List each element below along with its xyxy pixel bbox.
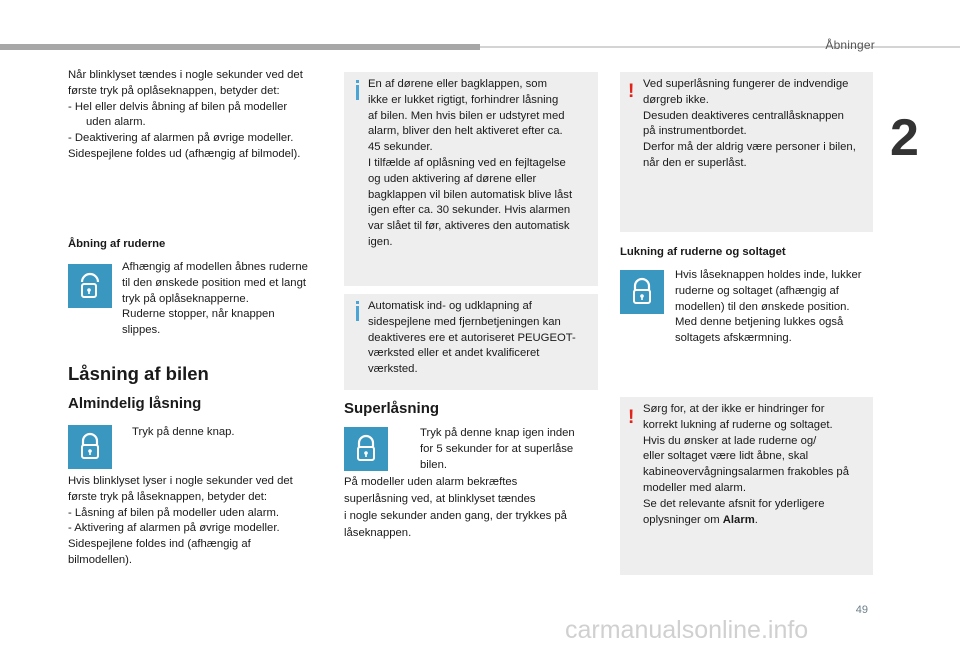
superlocking-title: Superlåsning <box>344 400 440 417</box>
text-line: Tryk på denne knap. <box>132 426 235 438</box>
text-line: Se det relevante afsnit for yderligere <box>643 497 825 510</box>
lock-icon <box>344 427 388 471</box>
text-line: Hvis du ønsker at lade ruderne og/ <box>643 434 817 447</box>
text-span: oplysninger om <box>643 513 723 526</box>
text-line: for 5 sekunder for at superlåse <box>420 442 574 455</box>
press-superlock-instruction <box>398 426 594 473</box>
list-item: - Hel eller delvis åbning af bilen på modeller <box>68 100 288 113</box>
text-line: korrekt lukning af ruderne og soltaget. <box>643 418 833 431</box>
text-line: Sidespejlene foldes ud (afhængig af bilmodel). <box>68 147 301 160</box>
text-line: Når blinklyset tændes i nogle sekunder ved det <box>68 69 303 81</box>
text-span: . <box>754 513 758 526</box>
text-line: første tryk på oplåseknappen, betyder det: <box>68 84 280 97</box>
info-box-text <box>368 299 596 378</box>
text-line: Derfor må der aldrig være personer i bilen, <box>643 141 856 154</box>
lock-button-tile <box>68 425 112 469</box>
text-line: når den er superlåst. <box>643 156 747 169</box>
windows-opening-text <box>122 260 332 339</box>
text-line: Hvis låseknappen holdes inde, lukker <box>675 269 862 281</box>
closing-windows-text <box>675 268 875 347</box>
text-line: ruderne og soltaget (afhængig af <box>675 284 839 297</box>
text-line: 45 sekunder. <box>368 141 433 154</box>
list-item-continuation: uden alarm. <box>86 116 146 129</box>
info-icon <box>356 306 359 321</box>
warning-icon: ! <box>628 407 635 428</box>
text-line: på instrumentbordet. <box>643 125 747 138</box>
text-line: værksted. <box>368 363 418 376</box>
text-line: af bilen. Men hvis bilen er udstyret med <box>368 109 565 122</box>
chapter-number: 2 <box>890 109 919 167</box>
text-line: modeller med alarm. <box>643 481 746 494</box>
text-line: Tryk på denne knap igen inden <box>420 427 575 439</box>
text-line: Sidespejlene foldes ind (afhængig af <box>68 538 251 551</box>
warning-box-text <box>643 402 871 528</box>
text-line: bilmodellen). <box>68 553 133 566</box>
warning-icon: ! <box>628 81 635 102</box>
text-line: Hvis blinklyset lyser i nogle sekunder ved det <box>68 475 293 487</box>
info-box-text <box>368 77 596 251</box>
text-line: Med denne betjening lukkes også <box>675 316 844 329</box>
unlock-button-tile <box>68 264 112 308</box>
text-line: var slået til før, aktiveres den automatisk <box>368 220 570 233</box>
text-line: deaktiveres ere et autoriseret PEUGEOT- <box>368 331 576 344</box>
info-icon <box>356 85 359 100</box>
text-line: værksted eller et andet kvalificeret <box>368 347 540 360</box>
unlock-icon <box>68 264 112 308</box>
superlock-confirmation <box>344 474 598 542</box>
text-line: alarm, bliver den helt aktiveret efter ca. <box>368 125 563 138</box>
text-line <box>643 513 871 529</box>
lock-button-tile <box>620 270 664 314</box>
lock-icon <box>620 270 664 314</box>
lock-outro <box>68 474 330 569</box>
page-number: 49 <box>855 604 868 616</box>
text-line: Ved superlåsning fungerer de indvendige <box>643 78 849 90</box>
text-line: og uden aktivering af dørene eller <box>368 172 537 185</box>
text-line: igen efter ca. 30 sekunder. Hvis alarmen <box>368 204 571 217</box>
watermark: carmanualsonline.info <box>565 616 809 644</box>
windows-opening-heading: Åbning af ruderne <box>68 238 166 250</box>
text-line: Sørg for, at der ikke er hindringer for <box>643 403 825 415</box>
list-item: - Låsning af bilen på modeller uden alarm. <box>68 506 280 519</box>
press-lock-instruction <box>122 425 235 441</box>
warning-box-superlock <box>620 72 873 232</box>
text-line: eller soltaget være lidt åbne, skal <box>643 450 809 463</box>
text-line: slippes. <box>122 324 161 337</box>
text-line: bilen. <box>420 458 448 471</box>
text-line: En af dørene eller bagklappen, som <box>368 78 547 90</box>
unlock-intro <box>68 68 330 163</box>
text-line: Ruderne stopper, når knappen <box>122 308 275 321</box>
text-line: i nogle sekunder anden gang, der trykkes på <box>344 510 567 522</box>
text-line: til den ønskede position med et langt <box>122 276 306 289</box>
alarm-reference: Alarm <box>722 513 755 526</box>
lock-icon <box>68 425 112 469</box>
locking-title: Låsning af bilen <box>68 363 209 384</box>
text-line: dørgreb ikke. <box>643 93 709 106</box>
info-box-mirrors <box>344 294 598 390</box>
normal-locking-title: Almindelig låsning <box>68 395 202 412</box>
text-line: låseknappen. <box>344 527 412 539</box>
text-line: På modeller uden alarm bekræftes <box>344 476 518 488</box>
text-line: soltagets afskærmning. <box>675 332 792 345</box>
section-title: Åbninger <box>825 38 875 52</box>
text-line: sidespejlene med fjernbetjeningen kan <box>368 315 561 328</box>
list-item: - Aktivering af alarmen på øvrige modeller. <box>68 522 280 535</box>
text-line: Desuden deaktiveres centrallåsknappen <box>643 109 844 122</box>
list-item: - Deaktivering af alarmen på øvrige modeller. <box>68 132 294 145</box>
text-line: ikke er lukket rigtigt, forhindrer låsning <box>368 93 559 106</box>
text-line: første tryk på låseknappen, betyder det: <box>68 490 268 503</box>
superlock-button-tile <box>344 427 388 471</box>
text-line: tryk på oplåseknapperne. <box>122 292 249 305</box>
text-line: I tilfælde af oplåsning ved en fejltagelse <box>368 156 566 169</box>
text-line: superlåsning ved, at blinklyset tændes <box>344 493 536 505</box>
text-line: Automatisk ind- og udklapning af <box>368 300 532 312</box>
warning-box-closing <box>620 397 873 575</box>
header-rule-light <box>480 46 960 48</box>
text-line: bagklappen vil bilen automatisk blive låst <box>368 188 573 201</box>
info-box-doors <box>344 72 598 286</box>
text-line: modellen) til den ønskede position. <box>675 300 850 313</box>
warning-box-text <box>643 77 871 172</box>
closing-windows-heading: Lukning af ruderne og soltaget <box>620 246 786 258</box>
text-line: kabineovervågningsalarmen frakobles på <box>643 466 849 479</box>
text-line: igen. <box>368 235 393 248</box>
text-line: Afhængig af modellen åbnes ruderne <box>122 261 308 273</box>
header-rule-dark <box>0 44 480 50</box>
